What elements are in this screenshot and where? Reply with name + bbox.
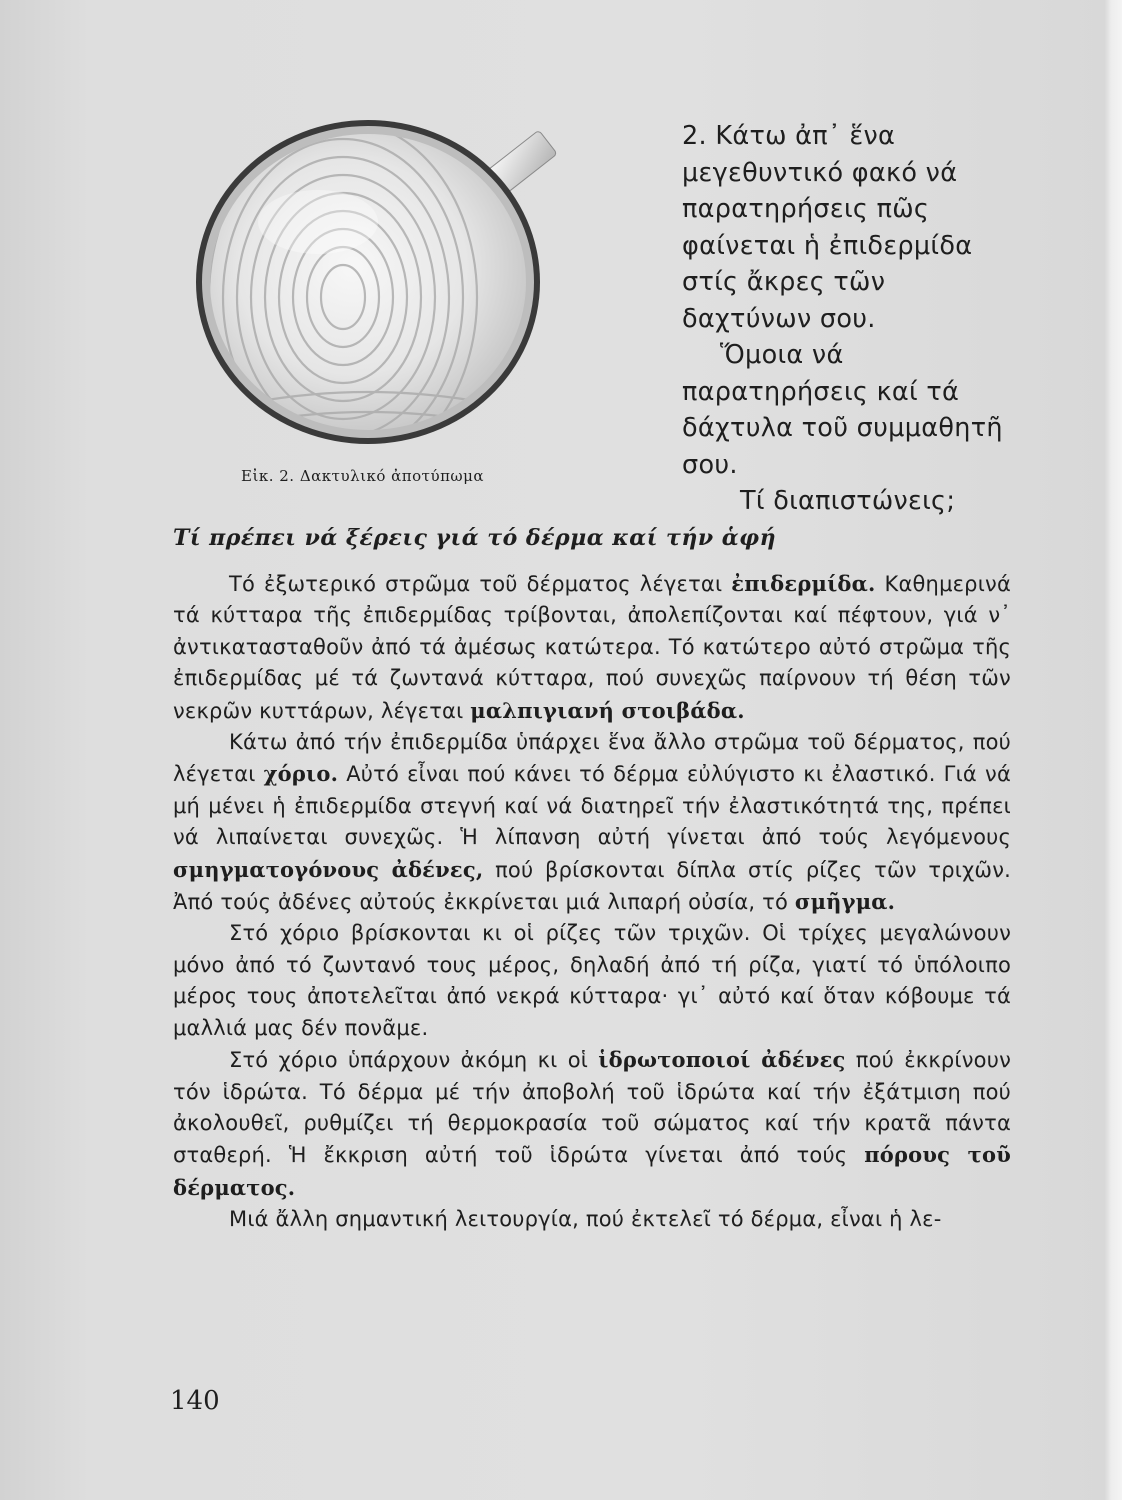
exercise-text: [682, 118, 1012, 520]
term-sweat-glands: ἱδρωτοποιοί ἀδένες: [598, 1047, 846, 1073]
term-epidermis: ἐπιδερμίδα.: [731, 571, 876, 596]
paragraph-dermis: [173, 727, 1011, 918]
exercise-paragraph-2: Ὅμοια νά παρατηρήσεις καί τά δάχτυλα τοῦ συμμαθητῆ σου.: [682, 340, 1003, 480]
figure-caption: Εἰκ. 2. Δακτυλικό ἀποτύπωμα: [241, 467, 485, 485]
section-heading: Τί πρέπει νά ξέρεις γιά τό δέρμα καί τήν ἁφή: [173, 525, 777, 551]
text-run: Κάτω ἀπό τήν ἐπιδερμίδα ὑπάρχει ἕνα ἄλλο στρῶμα τοῦ δέρματος, πού λέγεται: [173, 730, 1011, 787]
exercise-question: Τί διαπιστώνεις;: [740, 486, 956, 516]
paragraph-hair: Στό χόριο βρίσκονται κι οἱ ρίζες τῶν τριχῶν. Οἱ τρίχες μεγαλώνουν μόνο ἀπό τό ζωντανό τους μέρος, δηλαδή ἀπό τή ρίζα, γιατί τό ὑπόλοιπο μέρος τους ἀποτελεῖται ἀπό νεκρά κύτταρα· γι᾿ αὐτό καί ὅταν κόβουμε τά μαλλιά μας δέν πονᾶμε.: [173, 921, 1011, 1040]
magnifying-glass-fingerprint-icon: [168, 112, 608, 462]
exercise-paragraph-1: 2. Κάτω ἀπ᾿ ἕνα μεγεθυντικό φακό νά παρατηρήσεις πῶς φαίνεται ἡ ἐπιδερμίδα στίς ἄκρες τῶν δαχτύνων σου.: [682, 121, 973, 334]
term-dermis: χόριο.: [263, 761, 339, 787]
text-run: Τό ἐξωτερικό στρῶμα τοῦ δέρματος λέγεται: [229, 572, 732, 596]
term-sebum: σμῆγμα.: [794, 889, 896, 915]
text-run: Αὐτό εἶναι πού κάνει τό δέρμα εὐλύγιστο κι ἐλαστικό. Γιά νά μή μένει ἡ ἐπιδερμίδα στεγνή καί νά διατηρεῖ τήν ἐλαστικότητά της, πρέπει νά λιπαίνεται συνεχῶς. Ἡ λίπανση αὐτή γίνεται ἀπό τούς λεγόμενους: [173, 762, 1011, 850]
text-run: Καθημερινά τά κύτταρα τῆς ἐπιδερμίδας τρίβονται, ἀπολεπίζονται καί πέφτουν, γιά ν᾿ ἀντικατασταθοῦν ἀπό τά ἀμέσως κατώτερα. Τό κατώτερο αὐτό στρῶμα τῆς ἐπιδερμίδας μέ τά ζωντανά κύτταρα, πού συνεχῶς παίρνουν τή θέση τῶν νεκρῶν κυττάρων, λέγεται: [173, 572, 1011, 723]
text-run: Στό χόριο ὑπάρχουν ἀκόμη κι οἱ: [229, 1048, 599, 1073]
page-number: 140: [170, 1386, 220, 1416]
body-text: [173, 568, 1011, 1236]
paragraph-sweat: [173, 1044, 1011, 1204]
text-run: πού βρίσκονται δίπλα στίς ρίζες τῶν τριχῶν. Ἀπό τούς ἀδένες αὐτούς ἐκκρίνεται μιά λιπαρή οὐσία, τό: [173, 857, 1011, 915]
term-sebaceous-glands: σμηγματογόνους ἀδένες,: [173, 856, 484, 882]
term-malpighian-layer: μαλπιγιανή στοιβάδα.: [470, 697, 745, 723]
page-edge: [1104, 0, 1122, 1500]
term-skin-pores: πόρους τοῦ δέρματος.: [173, 1142, 1011, 1200]
paragraph-continued: Μιά ἄλλη σημαντική λειτουργία, πού ἐκτελεῖ τό δέρμα, εἶναι ἡ λε-: [229, 1207, 942, 1232]
paragraph-epidermis: [173, 568, 1011, 727]
text-run: πού ἐκκρίνουν τόν ἱδρώτα. Τό δέρμα μέ τήν ἀποβολή τοῦ ἱδρώτα καί τήν ἐξάτμιση πού ἀκολουθεῖ, ρυθμίζει τή θερμοκρασία τοῦ σώματος καί τήν κρατᾶ πάντα σταθερή. Ἡ ἔκκριση αὐτή τοῦ ἱδρώτα γίνεται ἀπό τούς: [173, 1048, 1011, 1168]
